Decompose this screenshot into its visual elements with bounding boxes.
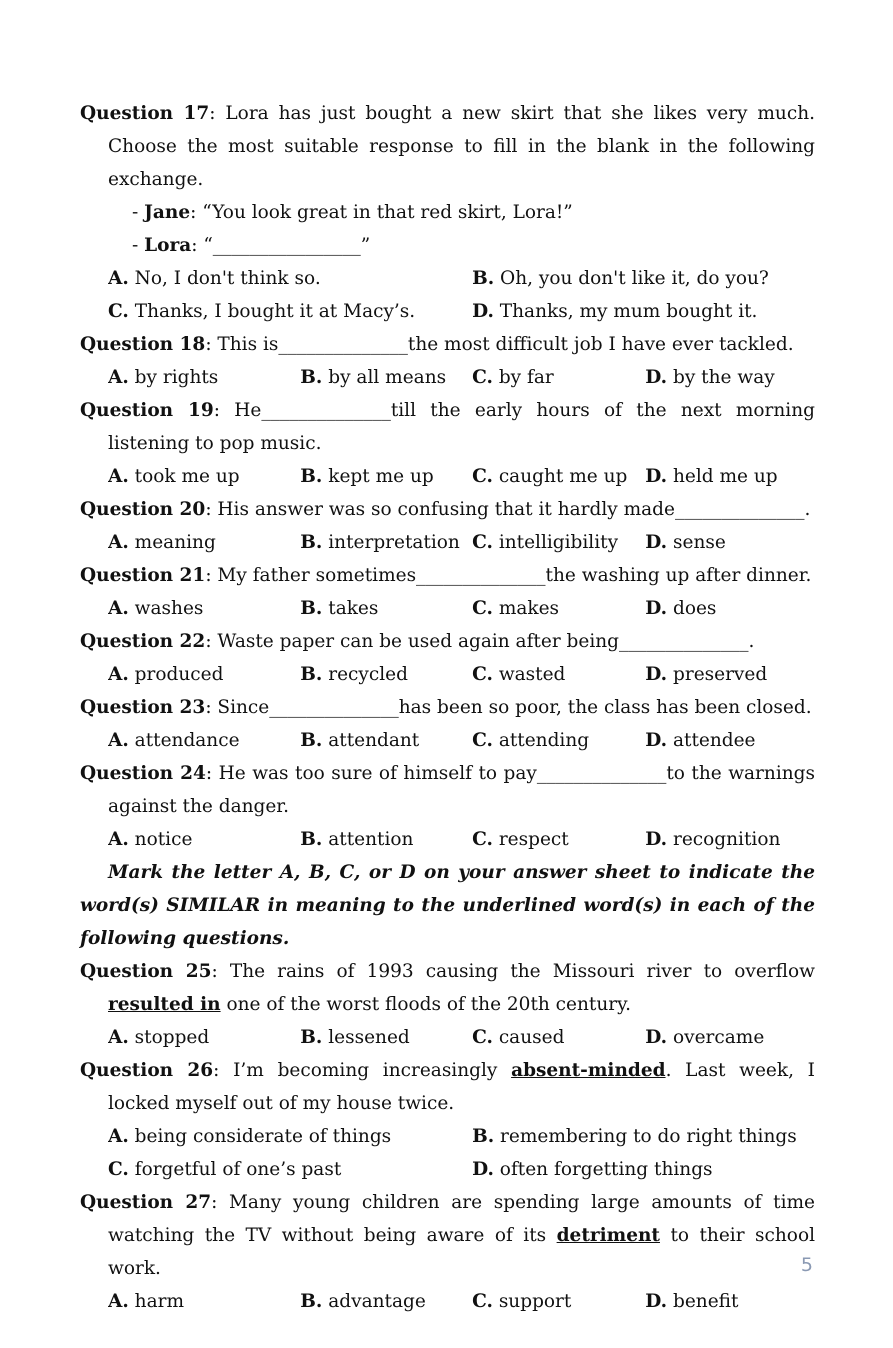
option-text: advantage	[322, 1291, 426, 1312]
option-letter: A.	[108, 268, 129, 289]
answer-option-b	[300, 1021, 472, 1054]
option-letter: C.	[472, 532, 493, 553]
options-grid	[80, 361, 815, 394]
option-letter: D.	[645, 664, 668, 685]
text-segment: to their school work.	[108, 1225, 815, 1279]
text-segment: one of the worst floods of the 20th century.	[220, 994, 631, 1015]
answer-option-a	[108, 460, 300, 493]
option-text: by the way	[667, 367, 775, 388]
options-grid	[80, 1285, 815, 1318]
option-text: attendant	[322, 730, 420, 751]
option-letter: C.	[472, 730, 493, 751]
option-letter: D.	[645, 1291, 668, 1312]
option-letter: B.	[300, 598, 323, 619]
option-text: caught me up	[492, 466, 628, 487]
text-segment: : The rains of 1993 causing the Missouri river to overflow	[211, 961, 815, 982]
option-letter: B.	[300, 1291, 323, 1312]
option-text: remembering to do right things	[494, 1126, 797, 1147]
text-segment: : Many young children are spending large amounts of time watching the TV without being aware of its	[108, 1192, 815, 1246]
answer-option-d	[645, 526, 815, 559]
option-letter: B.	[300, 532, 323, 553]
answer-option-d	[645, 658, 815, 691]
option-letter: D.	[472, 1159, 494, 1180]
options-grid	[80, 262, 815, 328]
option-letter: B.	[300, 1027, 323, 1048]
question-text	[80, 394, 815, 460]
question-label: Question 23	[80, 697, 206, 718]
answer-option-a	[108, 724, 300, 757]
question-label: Question 20	[80, 499, 206, 520]
question-label: Question 22	[80, 631, 206, 652]
question-text	[80, 955, 815, 1021]
question-text	[80, 328, 815, 361]
option-text: recycled	[322, 664, 408, 685]
option-text: Thanks, I bought it at Macy’s.	[128, 301, 416, 322]
option-letter: D.	[472, 301, 494, 322]
answer-option-d	[472, 295, 815, 328]
text-segment: : I’m becoming increasingly	[213, 1060, 512, 1081]
question-24	[80, 757, 815, 856]
answer-option-b	[300, 823, 472, 856]
option-letter: B.	[300, 829, 323, 850]
option-text: attention	[322, 829, 414, 850]
option-letter: D.	[645, 466, 668, 487]
option-text: attending	[492, 730, 590, 751]
option-letter: D.	[645, 829, 668, 850]
option-letter: C.	[472, 367, 493, 388]
answer-option-c	[472, 724, 645, 757]
option-letter: A.	[108, 1291, 129, 1312]
options-grid	[80, 823, 815, 856]
text-segment: resulted in	[108, 994, 221, 1015]
option-letter: C.	[472, 1027, 493, 1048]
options-grid	[80, 460, 815, 493]
answer-option-c	[472, 1021, 645, 1054]
answer-option-d	[645, 1021, 815, 1054]
options-grid	[80, 724, 815, 757]
text-segment: : He______________till the early hours of the next morning listening to pop music.	[108, 400, 815, 454]
option-text: recognition	[667, 829, 781, 850]
question-label: Question 21	[80, 565, 206, 586]
text-segment: Jane	[144, 202, 191, 223]
text-segment: : Since______________has been so poor, the class has been closed.	[205, 697, 812, 718]
answer-option-b	[472, 262, 815, 295]
question-text	[80, 757, 815, 823]
option-letter: A.	[108, 532, 129, 553]
question-text	[80, 493, 815, 526]
answer-option-c	[472, 658, 645, 691]
option-text: meaning	[128, 532, 216, 553]
option-letter: B.	[300, 367, 323, 388]
option-text: preserved	[667, 664, 768, 685]
option-text: forgetful of one’s past	[128, 1159, 342, 1180]
text-segment: -	[132, 202, 145, 223]
option-text: stopped	[128, 1027, 210, 1048]
option-text: intelligibility	[492, 532, 619, 553]
option-letter: D.	[645, 730, 668, 751]
text-segment: Mark the letter A, B, C, or D on your answer sheet to indicate the word(s) SIMILAR in meaning to the underlined word(s) in each of the following questions.	[80, 862, 815, 949]
question-text	[80, 1054, 815, 1120]
option-text: by far	[492, 367, 554, 388]
option-letter: C.	[472, 1291, 493, 1312]
answer-option-b	[472, 1120, 815, 1153]
option-letter: C.	[472, 466, 493, 487]
question-text	[80, 625, 815, 658]
option-text: sense	[667, 532, 726, 553]
question-text	[80, 691, 815, 724]
option-text: often forgetting things	[493, 1159, 713, 1180]
question-label: Question 19	[80, 400, 214, 421]
option-text: takes	[322, 598, 379, 619]
answer-option-d	[645, 1285, 815, 1318]
option-text: washes	[128, 598, 204, 619]
option-text: attendance	[128, 730, 240, 751]
options-grid	[80, 1120, 815, 1186]
answer-option-c	[472, 823, 645, 856]
answer-option-c	[108, 295, 472, 328]
question-27	[80, 1186, 815, 1318]
answer-option-a	[108, 361, 300, 394]
option-text: produced	[128, 664, 224, 685]
answer-option-a	[108, 1285, 300, 1318]
answer-option-a	[108, 1120, 472, 1153]
question-26	[80, 1054, 815, 1186]
answer-option-d	[645, 361, 815, 394]
option-text: notice	[128, 829, 193, 850]
question-18	[80, 328, 815, 394]
option-text: harm	[128, 1291, 185, 1312]
answer-option-c	[472, 592, 645, 625]
option-text: kept me up	[322, 466, 434, 487]
option-letter: A.	[108, 466, 129, 487]
answer-option-a	[108, 823, 300, 856]
option-text: attendee	[667, 730, 756, 751]
question-label: Question 17	[80, 103, 210, 124]
option-letter: A.	[108, 1126, 129, 1147]
option-text: benefit	[667, 1291, 739, 1312]
question-19	[80, 394, 815, 493]
answer-option-a	[108, 592, 300, 625]
answer-option-b	[300, 526, 472, 559]
option-letter: A.	[108, 1027, 129, 1048]
answer-option-d	[472, 1153, 815, 1186]
option-letter: D.	[645, 1027, 668, 1048]
answer-option-c	[108, 1153, 472, 1186]
options-grid	[80, 1021, 815, 1054]
text-segment: : My father sometimes______________the washing up after dinner.	[205, 565, 812, 586]
answer-option-c	[472, 526, 645, 559]
option-letter: A.	[108, 829, 129, 850]
option-text: does	[667, 598, 717, 619]
option-text: held me up	[667, 466, 778, 487]
option-letter: C.	[472, 664, 493, 685]
page-number: 5	[800, 1254, 813, 1276]
option-letter: B.	[300, 664, 323, 685]
option-text: respect	[492, 829, 569, 850]
answer-option-d	[645, 460, 815, 493]
answer-option-b	[300, 460, 472, 493]
text-segment: : Lora has just bought a new skirt that she likes very much. Choose the most suitable response to fill in the blank in the following exchange.	[108, 103, 815, 190]
option-text: support	[492, 1291, 572, 1312]
option-letter: A.	[108, 367, 129, 388]
option-letter: D.	[645, 532, 668, 553]
question-21	[80, 559, 815, 625]
answer-option-a	[108, 1021, 300, 1054]
question-text	[80, 559, 815, 592]
option-letter: C.	[472, 598, 493, 619]
question-25	[80, 955, 815, 1054]
option-letter: B.	[300, 730, 323, 751]
text-segment: : He was too sure of himself to pay______________to the warnings against the danger.	[108, 763, 815, 817]
question-label: Question 27	[80, 1192, 212, 1213]
option-letter: C.	[472, 829, 493, 850]
text-segment: absent-minded	[511, 1060, 666, 1081]
text-segment: : Waste paper can be used again after being______________.	[205, 631, 755, 652]
answer-option-a	[108, 658, 300, 691]
question-23	[80, 691, 815, 757]
text-segment: -	[132, 235, 145, 256]
question-text	[80, 97, 815, 196]
option-letter: A.	[108, 664, 129, 685]
answer-option-b	[300, 1285, 472, 1318]
answer-option-b	[300, 592, 472, 625]
answer-option-d	[645, 823, 815, 856]
answer-option-d	[645, 592, 815, 625]
answer-option-a	[108, 262, 472, 295]
section-instruction	[80, 856, 815, 955]
answer-option-c	[472, 1285, 645, 1318]
text-segment: detriment	[556, 1225, 660, 1246]
option-letter: B.	[472, 1126, 495, 1147]
option-letter: A.	[108, 730, 129, 751]
question-22	[80, 625, 815, 691]
option-letter: B.	[472, 268, 495, 289]
option-text: No, I don't think so.	[128, 268, 321, 289]
answer-option-b	[300, 724, 472, 757]
answer-option-a	[108, 526, 300, 559]
question-label: Question 26	[80, 1060, 214, 1081]
option-text: overcame	[667, 1027, 765, 1048]
question-text	[80, 1186, 815, 1285]
text-segment: : “You look great in that red skirt, Lora!”	[190, 202, 573, 223]
question-label: Question 18	[80, 334, 206, 355]
dialogue-line	[80, 196, 815, 229]
answer-option-c	[472, 460, 645, 493]
option-letter: A.	[108, 598, 129, 619]
options-grid	[80, 592, 815, 625]
option-text: being considerate of things	[128, 1126, 392, 1147]
text-segment: Lora	[144, 235, 192, 256]
option-text: interpretation	[322, 532, 460, 553]
option-letter: D.	[645, 598, 668, 619]
text-segment: : His answer was so confusing that it hardly made______________.	[205, 499, 811, 520]
answer-option-b	[300, 658, 472, 691]
question-17	[80, 97, 815, 328]
option-letter: C.	[108, 1159, 129, 1180]
answer-option-d	[645, 724, 815, 757]
option-text: Thanks, my mum bought it.	[493, 301, 758, 322]
dialogue-line	[80, 229, 815, 262]
questions-list	[80, 97, 815, 1318]
option-text: lessened	[322, 1027, 410, 1048]
question-label: Question 25	[80, 961, 212, 982]
text-segment: : “________________”	[191, 235, 371, 256]
option-text: caused	[492, 1027, 565, 1048]
answer-option-b	[300, 361, 472, 394]
option-letter: C.	[108, 301, 129, 322]
option-letter: B.	[300, 466, 323, 487]
option-letter: D.	[645, 367, 668, 388]
question-label: Question 24	[80, 763, 206, 784]
text-segment: . Last week, I locked myself out of my house twice.	[108, 1060, 815, 1114]
options-grid	[80, 526, 815, 559]
options-grid	[80, 658, 815, 691]
option-text: by all means	[322, 367, 447, 388]
option-text: by rights	[128, 367, 219, 388]
question-20	[80, 493, 815, 559]
option-text: took me up	[128, 466, 240, 487]
option-text: wasted	[492, 664, 566, 685]
option-text: makes	[492, 598, 560, 619]
option-text: Oh, you don't like it, do you?	[494, 268, 769, 289]
answer-option-c	[472, 361, 645, 394]
text-segment: : This is______________the most difficult job I have ever tackled.	[205, 334, 794, 355]
